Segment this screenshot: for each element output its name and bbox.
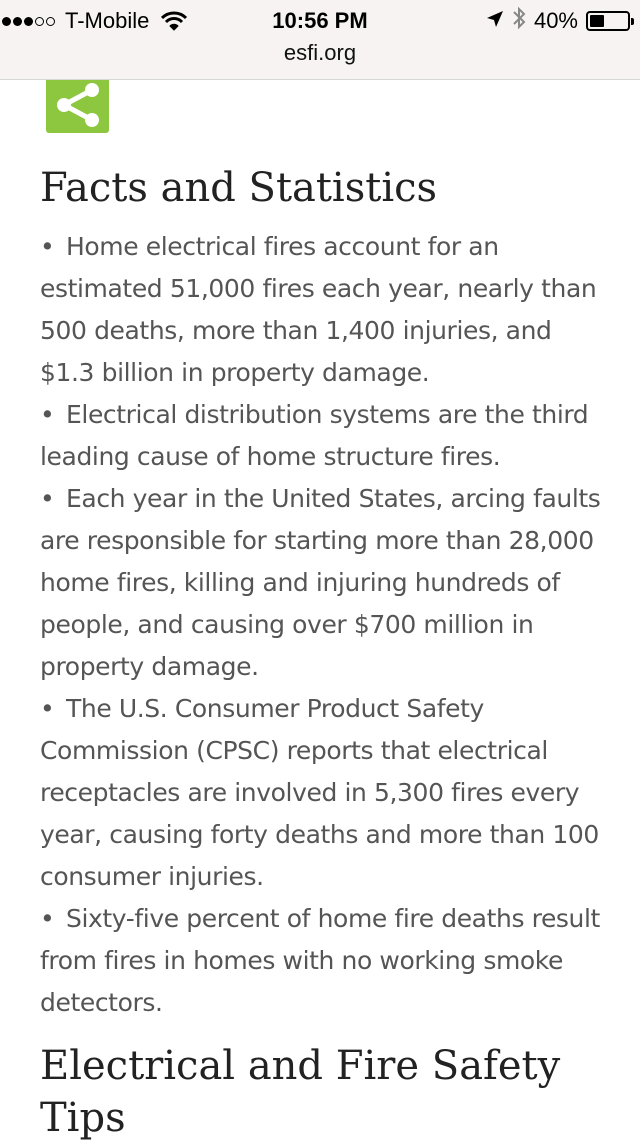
list-item bbox=[40, 226, 610, 394]
next-section-title: Electrical and Fire Safety Tips bbox=[40, 1043, 561, 1141]
fact-text: The U.S. Consumer Product Safety Commission (CPSC) reports that electrical receptacles are involved in 5,300 fires every year, causing forty deaths and more than 100 consumer injuries. bbox=[40, 694, 599, 891]
bullet-icon: • bbox=[40, 484, 55, 513]
battery-level bbox=[590, 15, 604, 27]
list-item bbox=[40, 898, 610, 1024]
bullet-icon: • bbox=[40, 904, 55, 933]
share-icon bbox=[52, 82, 104, 132]
share-button[interactable] bbox=[46, 80, 109, 133]
carrier-name: T-Mobile bbox=[65, 8, 150, 33]
list-item bbox=[40, 478, 610, 688]
bluetooth-icon bbox=[512, 6, 526, 36]
url-display[interactable]: esfi.org bbox=[283, 40, 357, 65]
status-right bbox=[478, 8, 630, 34]
battery-percentage: 40% bbox=[533, 8, 578, 33]
facts-list bbox=[40, 226, 610, 1024]
clock: 10:56 PM bbox=[272, 8, 368, 33]
list-item bbox=[40, 394, 610, 478]
fact-text: Sixty-five percent of home fire deaths result from fires in homes with no working smoke detectors. bbox=[40, 904, 600, 1017]
bullet-icon: • bbox=[40, 400, 55, 429]
fact-text: Electrical distribution systems are the third leading cause of home structure fires. bbox=[40, 400, 589, 471]
fact-text: Each year in the United States, arcing faults are responsible for starting more than 28,000 home fires, killing and injuring hundreds of people, and causing over $700 million in property damage. bbox=[40, 484, 601, 681]
list-item bbox=[40, 688, 610, 898]
section-title: Facts and Statistics bbox=[40, 165, 438, 211]
bullet-icon: • bbox=[40, 694, 55, 723]
fact-text: Home electrical fires account for an estimated 51,000 fires each year, nearly than 500 deaths, more than 1,400 injuries, and $1.3 billion in property damage. bbox=[40, 232, 597, 387]
article-content bbox=[40, 160, 610, 1144]
battery-nub bbox=[631, 18, 634, 25]
battery-icon bbox=[586, 11, 630, 31]
bullet-icon: • bbox=[40, 232, 55, 261]
status-bar bbox=[0, 0, 640, 80]
location-arrow-icon bbox=[486, 8, 504, 34]
